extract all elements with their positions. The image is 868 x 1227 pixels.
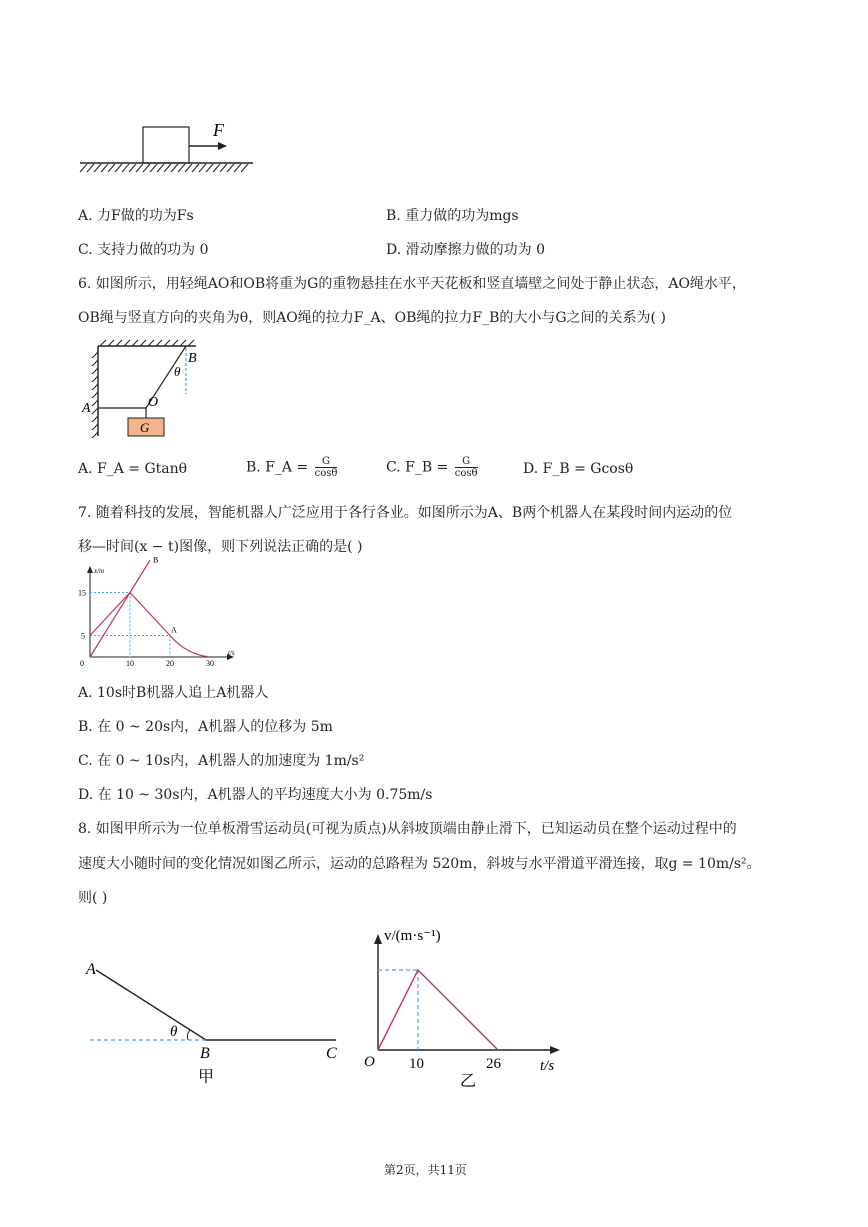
velocity-line — [378, 970, 498, 1050]
q8-figure-jia — [78, 950, 358, 1090]
force-label: F — [213, 120, 224, 140]
slope-ab — [96, 970, 206, 1040]
wall-hatch — [92, 352, 98, 438]
y-tick-5: 5 — [81, 631, 85, 641]
q6-option-b-fraction — [315, 456, 338, 479]
x-tick-0: 0 — [80, 659, 84, 668]
q6-option-c-num: G — [462, 456, 471, 467]
q6-figure — [78, 338, 228, 448]
q6-stem-line1: 6. 如图所示，用轻绳AO和OB将重为G的重物悬挂在水平天花板和竖直墙壁之间处于静止状态，AO绳水平， — [78, 276, 746, 292]
q5-option-c: C. 支持力做的功为 0 — [78, 242, 209, 258]
label-theta: θ — [174, 364, 181, 379]
q8-stem-line1: 8. 如图甲所示为一位单板滑雪运动员(可视为质点)从斜坡顶端由静止滑下，已知运动员在整个运动过程中的 — [78, 821, 737, 837]
q7-option-b: B. 在 0 ~ 20s内，A机器人的位移为 5m — [78, 719, 333, 735]
q7-xt-chart — [78, 555, 248, 670]
t-axis-arrow — [550, 1046, 560, 1054]
q6-option-c-prefix: C. F_B = — [386, 459, 449, 476]
q5-option-a: A. 力F做的功为Fs — [78, 208, 194, 224]
q5-figure — [75, 110, 265, 185]
q6-stem-line2: OB绳与竖直方向的夹角为θ，则AO绳的拉力F_A、OB绳的拉力F_B的大小与G之间的关系为( ) — [78, 310, 666, 326]
q7-stem-line2: 移—时间(x − t)图像，则下列说法正确的是( ) — [78, 539, 363, 555]
y-tick-15: 15 — [78, 588, 86, 598]
caption-yi: 乙 — [460, 1073, 477, 1090]
label-a: A — [82, 401, 91, 416]
label-a: A — [86, 961, 96, 978]
y-axis-arrow — [87, 566, 93, 573]
q6-option-b — [246, 456, 339, 479]
series-a-label: A — [171, 625, 177, 635]
q6-option-c-den: cosθ — [454, 468, 478, 479]
x-tick-10: 10 — [126, 659, 134, 668]
origin: O — [364, 1054, 375, 1070]
q6-option-c-fraction — [455, 456, 478, 479]
q6-option-b-den: cosθ — [314, 468, 338, 479]
series-a-line — [90, 593, 210, 658]
v-axis-arrow — [374, 934, 382, 944]
tick-26: 26 — [486, 1056, 501, 1072]
q6-option-b-num: G — [322, 456, 331, 467]
q7-option-c: C. 在 0 ~ 10s内，A机器人的加速度为 1m/s² — [78, 753, 365, 769]
label-g: G — [140, 420, 150, 435]
angle-arc — [187, 1030, 190, 1040]
q6-option-c — [386, 456, 480, 479]
ground-hatch — [80, 164, 248, 172]
label-theta: θ — [170, 1024, 178, 1040]
label-o: O — [148, 395, 159, 410]
label-c: C — [326, 1045, 337, 1062]
q7-option-a: A. 10s时B机器人追上A机器人 — [78, 685, 269, 701]
x-tick-30: 30 — [206, 659, 214, 668]
y-axis-label: x/m — [94, 567, 105, 575]
page-footer: 第2页，共11页 — [384, 1163, 467, 1177]
x-tick-20: 20 — [166, 659, 174, 668]
q8-figure-yi — [360, 920, 590, 1090]
q5-option-d: D. 滑动摩擦力做的功为 0 — [386, 242, 545, 258]
block — [143, 127, 189, 163]
q6-option-d: D. F_B = Gcosθ — [523, 461, 634, 477]
series-b-label: B — [153, 555, 159, 565]
tick-10: 10 — [409, 1056, 424, 1072]
label-b: B — [188, 351, 197, 366]
xlabel: t/s — [540, 1058, 555, 1074]
q8-stem-line3: 则( ) — [78, 890, 108, 906]
q6-option-a: A. F_A = Gtanθ — [78, 461, 188, 477]
label-b: B — [200, 1045, 210, 1062]
force-arrowhead — [218, 142, 227, 150]
caption-jia: 甲 — [198, 1069, 215, 1086]
x-axis-label: t/s — [228, 649, 235, 657]
ceiling-hatch — [100, 340, 194, 346]
q7-stem-line1: 7. 随着科技的发展，智能机器人广泛应用于各行各业。如图所示为A、B两个机器人在某段时间内运动的位 — [78, 505, 733, 521]
q6-option-b-prefix: B. F_A = — [246, 459, 309, 476]
q7-option-d: D. 在 10 ~ 30s内，A机器人的平均速度大小为 0.75m/s — [78, 787, 433, 803]
q8-stem-line2: 速度大小随时间的变化情况如图乙所示，运动的总路程为 520m，斜坡与水平滑道平滑连接，取g = 10m/s²。 — [78, 856, 761, 872]
ylabel: v/(m·s⁻¹) — [384, 928, 441, 944]
q5-option-b: B. 重力做的功为mgs — [386, 208, 519, 224]
